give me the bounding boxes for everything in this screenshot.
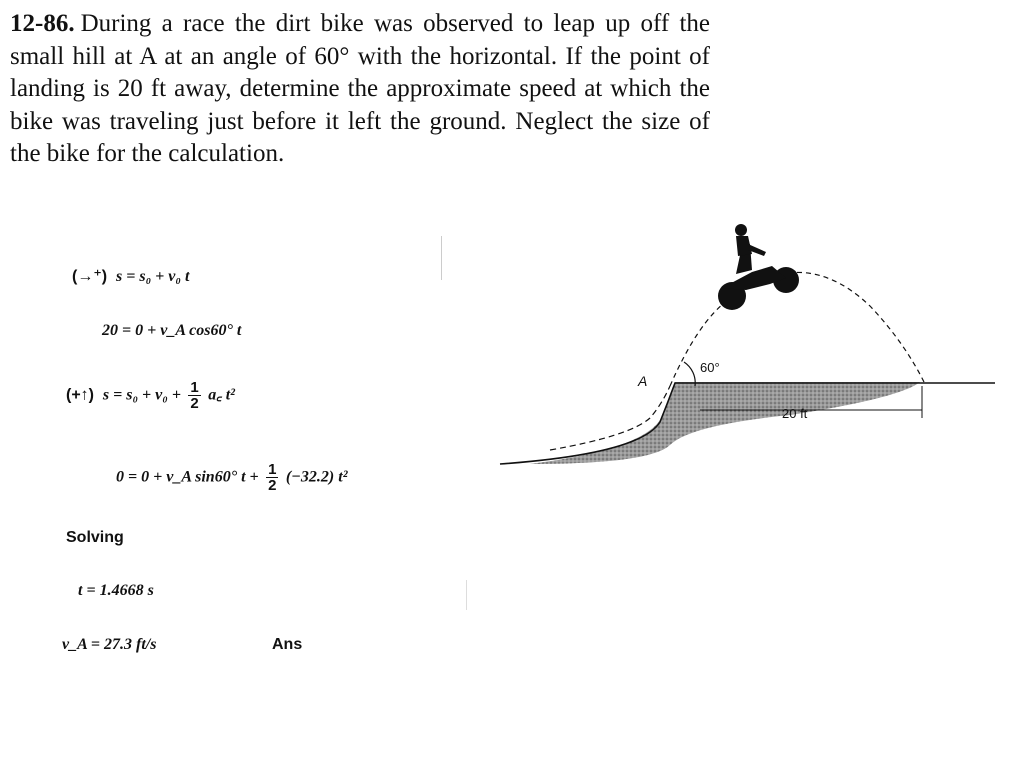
v-result-text: v_A = 27.3 ft/s: [62, 636, 157, 653]
trajectory-down: [788, 272, 924, 382]
t-result: [78, 582, 154, 600]
v-result: [62, 636, 156, 654]
hill-ground: [530, 382, 920, 464]
scan-artifact-line: [441, 236, 442, 280]
eq4-left: 0 = 0 + v_A sin60° t +: [116, 468, 259, 486]
solving-label: Solving: [66, 529, 124, 546]
eq2: 20 = 0 + v_A cos60° t: [102, 322, 242, 339]
eq4-frac-num: 1: [268, 461, 277, 478]
eq3-frac-den: 2: [190, 395, 199, 412]
angle-label: 60°: [700, 360, 720, 375]
eq-horizontal-sub: [102, 322, 241, 340]
problem-statement: [10, 8, 710, 171]
eq4-right: (−32.2) t²: [285, 468, 348, 486]
eq-horizontal: [72, 266, 189, 286]
eq3-frac-num: 1: [190, 379, 199, 396]
eq1: s = s₀ + v₀ t: [116, 268, 190, 285]
scan-artifact-line: [466, 580, 467, 610]
eq-vertical: [66, 380, 235, 411]
dirt-bike-icon: [718, 224, 799, 310]
answer-label: Ans: [272, 636, 303, 653]
eq4-frac-den: 2: [268, 477, 277, 494]
distance-label: 20 ft: [782, 406, 808, 421]
eq3-right: a꜀ t²: [208, 386, 235, 404]
eq3-label: (+↑): [66, 386, 94, 404]
problem-text: During a race the dirt bike was observed to leap up off the small hill at A at an angle of 60° with the horizontal. If the point of landing is 20 ft away, determine the approximate speed at which the bike was traveling just before it left the ground. Neglect the size of the bike for the calculation.: [10, 10, 710, 167]
eq3-left: s = s₀ + v₀ +: [102, 386, 181, 404]
t-result-text: t = 1.4668 s: [78, 582, 154, 599]
problem-number: 12-86.: [10, 10, 75, 37]
dirt-bike-diagram: [490, 210, 1010, 480]
eq3-fraction: [188, 380, 200, 411]
point-a-label: A: [638, 373, 648, 389]
eq1-label: (→⁺): [72, 268, 108, 285]
eq-vertical-sub: [116, 462, 348, 493]
eq4-fraction: [266, 462, 278, 493]
